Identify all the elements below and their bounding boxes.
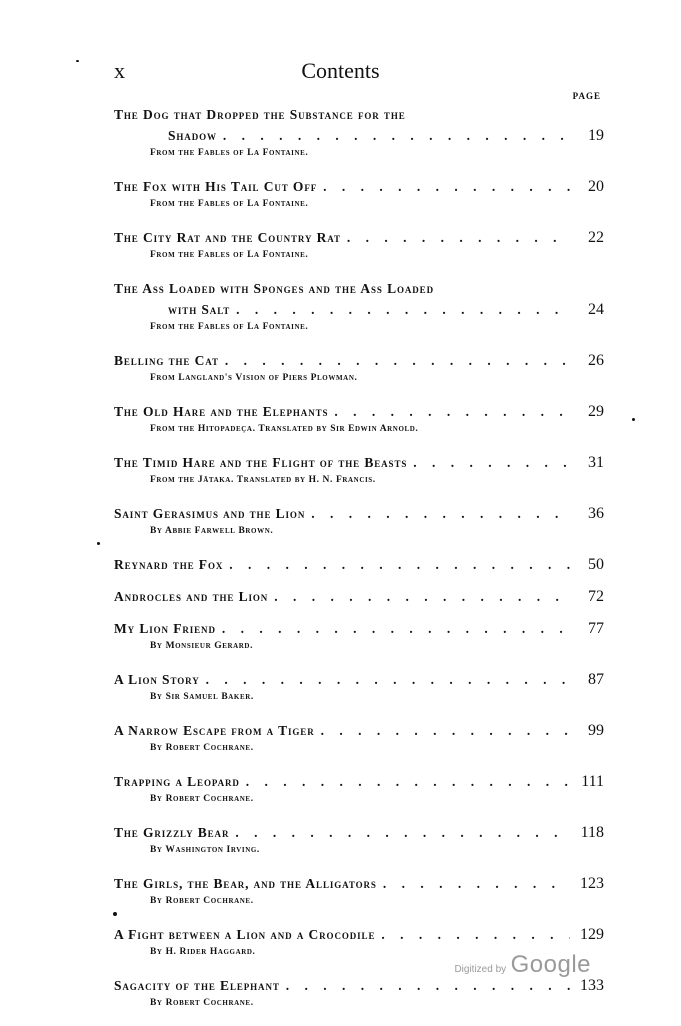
toc-source-attribution: By H. Rider Haggard. (150, 947, 256, 957)
toc-title-text: The Ass Loaded with Sponges and the Ass Loaded (114, 281, 434, 296)
toc-title-text: The City Rat and the Country Rat (114, 230, 341, 245)
toc-entry (114, 554, 604, 575)
toc-page-number: 19 (588, 127, 604, 144)
dot-leader (315, 720, 570, 741)
toc-entry (114, 975, 604, 1010)
dot-leader (305, 503, 570, 524)
toc-entry (114, 586, 604, 607)
toc-title-line (114, 401, 604, 422)
dot-leader (407, 452, 570, 473)
toc-title-text: My Lion Friend (114, 621, 216, 636)
toc-title-line (114, 618, 604, 639)
toc-page-number: 26 (588, 352, 604, 369)
toc-title-line (114, 554, 604, 575)
toc-source-attribution: By Robert Cochrane. (150, 743, 254, 753)
toc-entry (114, 720, 604, 755)
dot-leader (217, 125, 570, 146)
dot-leader (223, 554, 570, 575)
toc-entry (114, 401, 604, 436)
toc-title-line (114, 125, 604, 146)
toc-source-attribution: By Sir Samuel Baker. (150, 692, 254, 702)
toc-page-number: 72 (588, 588, 604, 605)
toc-title-text: A Narrow Escape from a Tiger (114, 723, 315, 738)
toc-page-number: 123 (580, 875, 604, 892)
dot-leader (375, 924, 570, 945)
toc-entry (114, 452, 604, 487)
toc-title-text: Reynard the Fox (114, 557, 224, 572)
google-logo: Google (510, 951, 591, 978)
toc-entry (114, 350, 604, 385)
toc-source-attribution: By Robert Cochrane. (150, 896, 254, 906)
dot-leader (216, 618, 570, 639)
dot-leader (240, 771, 570, 792)
dot-leader (200, 669, 570, 690)
dot-leader (268, 586, 570, 607)
toc-source-attribution: From the Fables of La Fontaine. (150, 148, 309, 158)
toc-source-attribution: From the Fables of La Fontaine. (150, 322, 309, 332)
toc-title-text: The Old Hare and the Elephants (114, 404, 329, 419)
speck-mark (97, 542, 100, 545)
toc-title-text: The Girls, the Bear, and the Alligators (114, 876, 377, 891)
toc-title-line (114, 669, 604, 690)
toc-source-attribution: From the Fables of La Fontaine. (150, 250, 309, 260)
toc-title-line (114, 771, 604, 792)
toc-title-text: A Fight between a Lion and a Crocodile (114, 927, 376, 942)
toc-entry (114, 669, 604, 704)
toc-title-line (114, 586, 604, 607)
toc-entry (114, 104, 604, 160)
toc-title-text: The Fox with His Tail Cut Off (114, 179, 318, 194)
toc-title-text: with Salt (168, 302, 231, 317)
toc-source-attribution: By Washington Irving. (150, 845, 260, 855)
toc-page-number: 99 (588, 722, 604, 739)
toc-title-text: Belling the Cat (114, 353, 219, 368)
toc-page-number: 129 (580, 926, 604, 943)
toc-page-number: 50 (588, 556, 604, 573)
toc-entry (114, 822, 604, 857)
toc-source-attribution: By Abbie Farwell Brown. (150, 526, 274, 536)
toc-title-line (114, 350, 604, 371)
toc-title-text: Saint Gerasimus and the Lion (114, 506, 306, 521)
digitized-watermark (454, 951, 591, 979)
toc-title-line (114, 452, 604, 473)
toc-entry (114, 771, 604, 806)
dot-leader (328, 401, 570, 422)
toc-entry (114, 618, 604, 653)
toc-title-text: Androcles and the Lion (114, 589, 269, 604)
toc-page-number: 133 (580, 977, 604, 994)
page-title: Contents (301, 58, 380, 83)
toc-title-text: The Timid Hare and the Flight of the Beasts (114, 455, 408, 470)
toc-source-attribution: By Monsieur Gerard. (150, 641, 254, 651)
page-folio: x (114, 58, 125, 83)
toc-entry (114, 278, 604, 334)
toc-page-number: 111 (581, 773, 604, 790)
dot-leader (230, 299, 570, 320)
toc-page-number: 118 (580, 824, 604, 841)
dot-leader (229, 822, 570, 843)
toc-page-number: 20 (588, 178, 604, 195)
dot-leader (377, 873, 570, 894)
toc-page-number: 29 (588, 403, 604, 420)
page-column-label: PAGE (572, 91, 601, 101)
toc-title-text: The Dog that Dropped the Substance for the (114, 107, 406, 122)
toc-title-line (114, 924, 604, 945)
table-of-contents (114, 104, 604, 1026)
toc-title-text: Shadow (168, 128, 217, 143)
toc-title-text: The Grizzly Bear (114, 825, 230, 840)
toc-title-line (114, 822, 604, 843)
dot-leader (317, 176, 570, 197)
toc-title-line (114, 503, 604, 524)
toc-source-attribution: By Robert Cochrane. (150, 998, 254, 1008)
toc-entry (114, 873, 604, 908)
speck-mark (76, 60, 79, 62)
toc-source-attribution: From Langland's Vision of Piers Plowman. (150, 373, 358, 383)
toc-title-line (114, 299, 604, 320)
toc-title-line (114, 227, 604, 248)
toc-page-number: 87 (588, 671, 604, 688)
toc-entry (114, 176, 604, 211)
dot-leader (341, 227, 570, 248)
toc-title-line (114, 104, 604, 125)
speck-mark (113, 912, 117, 916)
toc-title-text: Sagacity of the Elephant (114, 978, 280, 993)
toc-page-number: 31 (588, 454, 604, 471)
toc-source-attribution: From the Hitopadeça. Translated by Sir Edwin Arnold. (150, 424, 419, 434)
toc-entry (114, 227, 604, 262)
toc-title-line (114, 278, 604, 299)
speck-mark (632, 418, 635, 421)
toc-source-attribution: From the Jātaka. Translated by H. N. Francis. (150, 475, 376, 485)
digitized-label: Digitized by (454, 964, 507, 975)
toc-entry (114, 503, 604, 538)
toc-source-attribution: By Robert Cochrane. (150, 794, 254, 804)
toc-page-number: 77 (588, 620, 604, 637)
toc-page-number: 36 (588, 505, 604, 522)
toc-page-number: 22 (588, 229, 604, 246)
toc-source-attribution: From the Fables of La Fontaine. (150, 199, 309, 209)
toc-title-line (114, 176, 604, 197)
toc-page-number: 24 (588, 301, 604, 318)
toc-title-text: Trapping a Leopard (114, 774, 240, 789)
toc-title-text: A Lion Story (114, 672, 200, 687)
toc-title-line (114, 873, 604, 894)
toc-title-line (114, 720, 604, 741)
dot-leader (219, 350, 570, 371)
